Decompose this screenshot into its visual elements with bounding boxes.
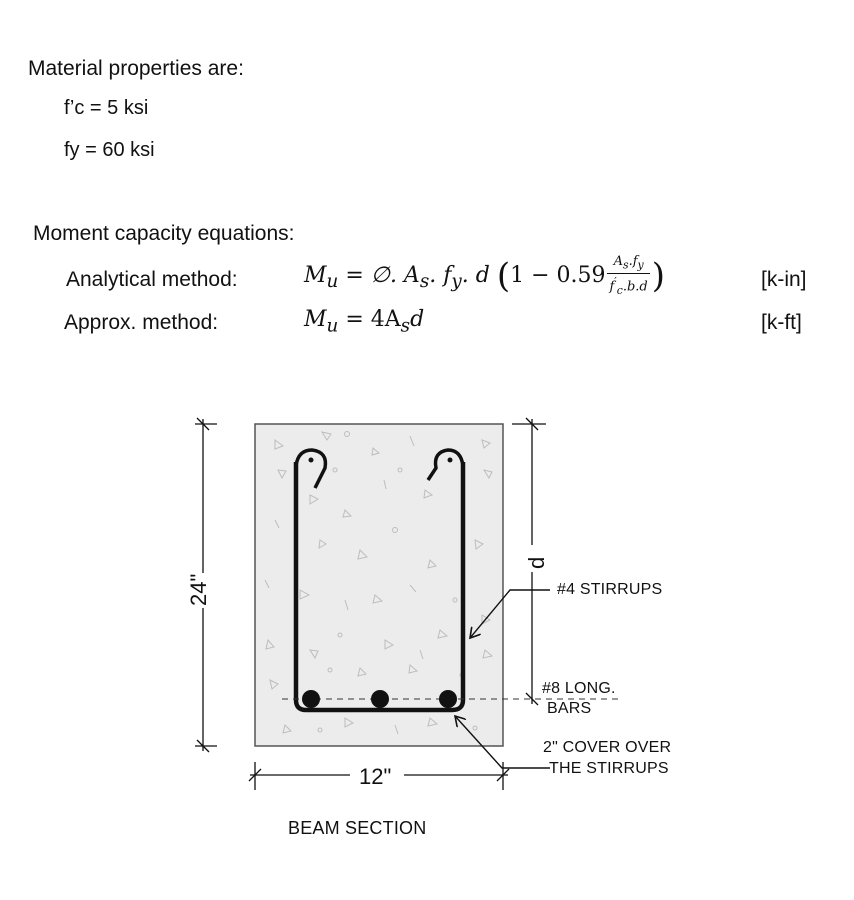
equations-heading: Moment capacity equations: <box>33 222 295 245</box>
long-bars-label-1: #8 LONG. <box>542 680 616 697</box>
width-label: 12" <box>359 764 392 789</box>
long-bar-3 <box>439 690 457 708</box>
top-bar-right <box>448 458 453 463</box>
d-label: d <box>524 556 549 569</box>
long-bar-1 <box>302 690 320 708</box>
long-bar-2 <box>371 690 389 708</box>
fc-value: f’c = 5 ksi <box>64 97 149 119</box>
cover-label-1: 2" COVER OVER <box>543 739 672 756</box>
stirrups-label: #4 STIRRUPS <box>557 581 663 598</box>
approx-unit: [k-ft] <box>761 311 802 334</box>
analytical-fraction: $\frac{A_s.f_y}{f'_c.b.d}$ <box>609 254 648 297</box>
fy-value: fy = 60 ksi <box>64 139 155 161</box>
material-heading: Material properties are: <box>28 57 244 80</box>
long-bars-label-2: BARS <box>547 700 592 717</box>
analytical-equation: $M_u$ = ∅. $A_s$. $f_y$. d (1 − 0.59 $\frac{A_s.f_y}{f'_c.b.d}$ ) <box>304 254 666 297</box>
analytical-method-label: Analytical method: <box>66 268 238 291</box>
beam-section-caption: BEAM SECTION <box>288 818 427 838</box>
analytical-unit: [k-in] <box>761 268 807 291</box>
top-bar-left <box>309 458 314 463</box>
approx-equation: $M_u = 4A_sd$ <box>304 307 425 337</box>
approx-method-label: Approx. method: <box>64 311 219 334</box>
height-label: 24" <box>186 573 211 606</box>
cover-label-2: THE STIRRUPS <box>549 760 669 777</box>
